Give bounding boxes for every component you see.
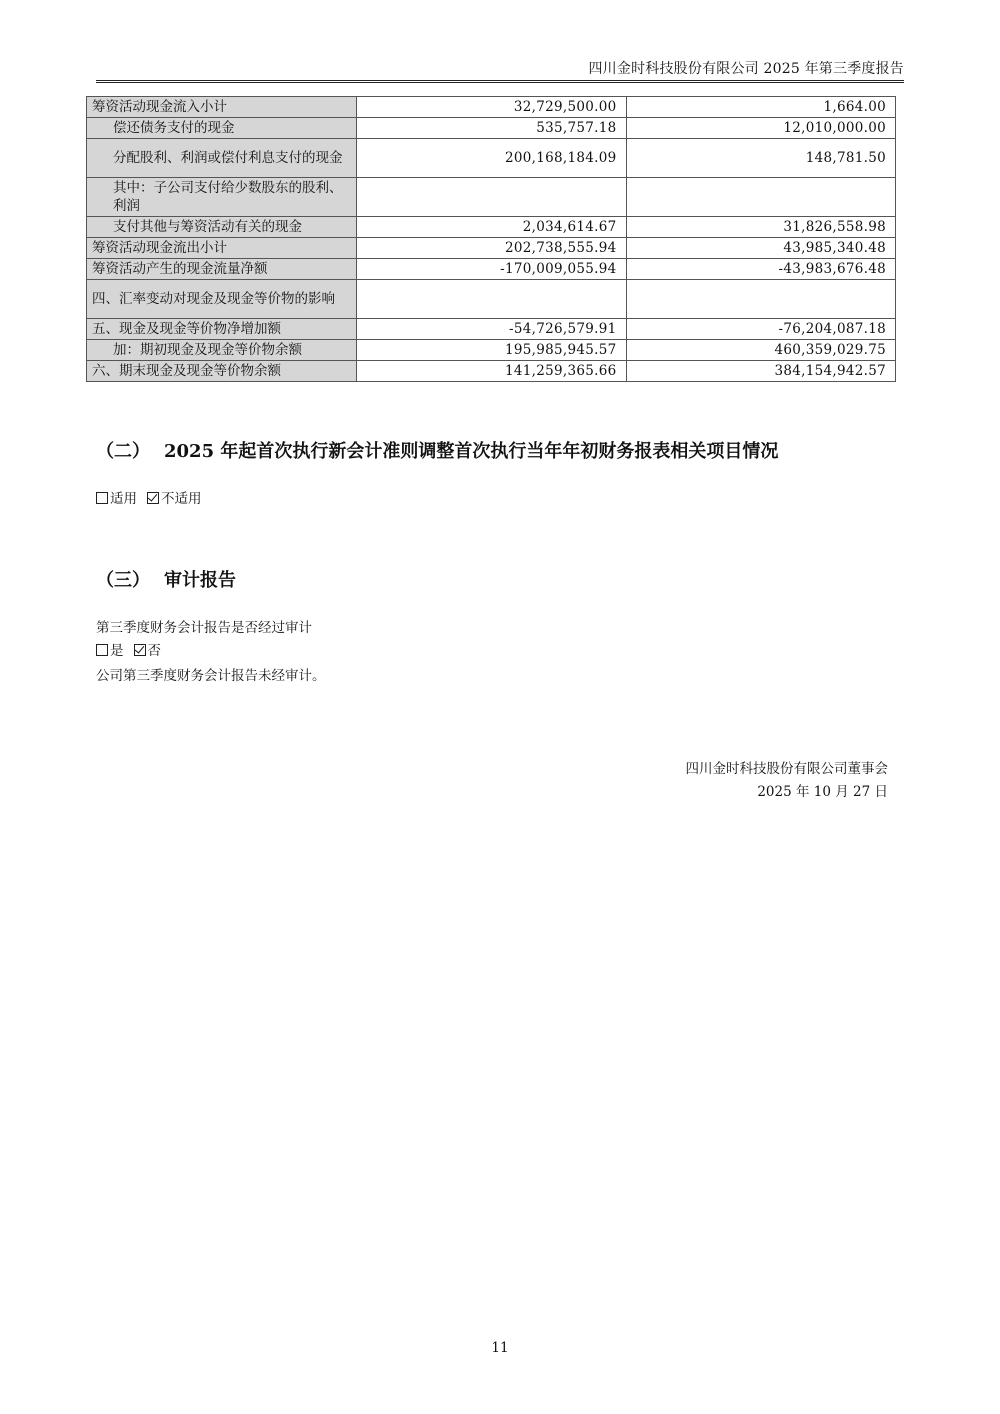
table-row	[87, 238, 896, 259]
option-no-label: 否	[147, 643, 161, 659]
section-2-number: （二）	[96, 441, 150, 462]
row-label: 六、期末现金及现金等价物余额	[87, 361, 357, 382]
section-3-number: （三）	[96, 570, 150, 591]
option-applicable-label: 适用	[110, 491, 137, 507]
current-period-value: 2,034,614.67	[357, 217, 627, 238]
table-row	[87, 319, 896, 340]
table-row	[87, 217, 896, 238]
row-label: 加：期初现金及现金等价物余额	[87, 340, 357, 361]
page-number: 11	[491, 1340, 509, 1356]
previous-period-value	[626, 280, 896, 319]
option-yes-label: 是	[110, 643, 124, 659]
page-header-title: 四川金时科技股份有限公司 2025 年第三季度报告	[588, 61, 904, 77]
audit-statement: 公司第三季度财务会计报告未经审计。	[96, 668, 326, 684]
signature-date: 2025 年 10 月 27 日	[757, 784, 888, 800]
checkbox-unchecked-icon	[96, 644, 108, 656]
row-label: 支付其他与筹资活动有关的现金	[87, 217, 357, 238]
option-not-applicable	[147, 491, 202, 507]
row-label: 四、汇率变动对现金及现金等价物的影响	[87, 280, 357, 319]
current-period-value: 141,259,365.66	[357, 361, 627, 382]
row-label: 五、现金及现金等价物净增加额	[87, 319, 357, 340]
audit-options	[96, 639, 161, 659]
current-period-value: 535,757.18	[357, 118, 627, 139]
header-divider	[96, 80, 904, 83]
row-label: 筹资活动产生的现金流量净额	[87, 259, 357, 280]
previous-period-value: 148,781.50	[626, 139, 896, 178]
current-period-value: 32,729,500.00	[357, 97, 627, 118]
previous-period-value: 1,664.00	[626, 97, 896, 118]
current-period-value: 200,168,184.09	[357, 139, 627, 178]
previous-period-value: -76,204,087.18	[626, 319, 896, 340]
section-3-heading	[96, 566, 236, 592]
current-period-value	[357, 178, 627, 217]
previous-period-value: 43,985,340.48	[626, 238, 896, 259]
table-row	[87, 361, 896, 382]
table-row	[87, 259, 896, 280]
cash-flow-table	[86, 96, 896, 382]
previous-period-value	[626, 178, 896, 217]
signature-company: 四川金时科技股份有限公司董事会	[685, 761, 888, 777]
checkbox-checked-icon	[147, 492, 159, 504]
audit-question: 第三季度财务会计报告是否经过审计	[96, 620, 312, 636]
option-not-applicable-label: 不适用	[161, 491, 202, 507]
row-label: 分配股利、利润或偿付利息支付的现金	[87, 139, 357, 178]
row-label: 筹资活动现金流出小计	[87, 238, 357, 259]
section-3-title: 审计报告	[164, 570, 236, 591]
table-row	[87, 178, 896, 217]
table-row	[87, 280, 896, 319]
current-period-value: -170,009,055.94	[357, 259, 627, 280]
section-2-heading	[96, 437, 778, 463]
option-no	[134, 643, 162, 659]
checkbox-unchecked-icon	[96, 492, 108, 504]
section-2-options	[96, 487, 202, 507]
table-row	[87, 97, 896, 118]
row-label: 其中：子公司支付给少数股东的股利、利润	[87, 178, 357, 217]
current-period-value: 202,738,555.94	[357, 238, 627, 259]
table-row	[87, 340, 896, 361]
previous-period-value: 460,359,029.75	[626, 340, 896, 361]
previous-period-value: 31,826,558.98	[626, 217, 896, 238]
previous-period-value: 12,010,000.00	[626, 118, 896, 139]
option-yes	[96, 643, 124, 659]
current-period-value: -54,726,579.91	[357, 319, 627, 340]
option-applicable	[96, 491, 137, 507]
checkbox-checked-icon	[134, 644, 146, 656]
previous-period-value: 384,154,942.57	[626, 361, 896, 382]
row-label: 筹资活动现金流入小计	[87, 97, 357, 118]
current-period-value	[357, 280, 627, 319]
section-2-title: 2025 年起首次执行新会计准则调整首次执行当年年初财务报表相关项目情况	[164, 441, 779, 462]
current-period-value: 195,985,945.57	[357, 340, 627, 361]
previous-period-value: -43,983,676.48	[626, 259, 896, 280]
table-row	[87, 139, 896, 178]
table-row	[87, 118, 896, 139]
row-label: 偿还债务支付的现金	[87, 118, 357, 139]
